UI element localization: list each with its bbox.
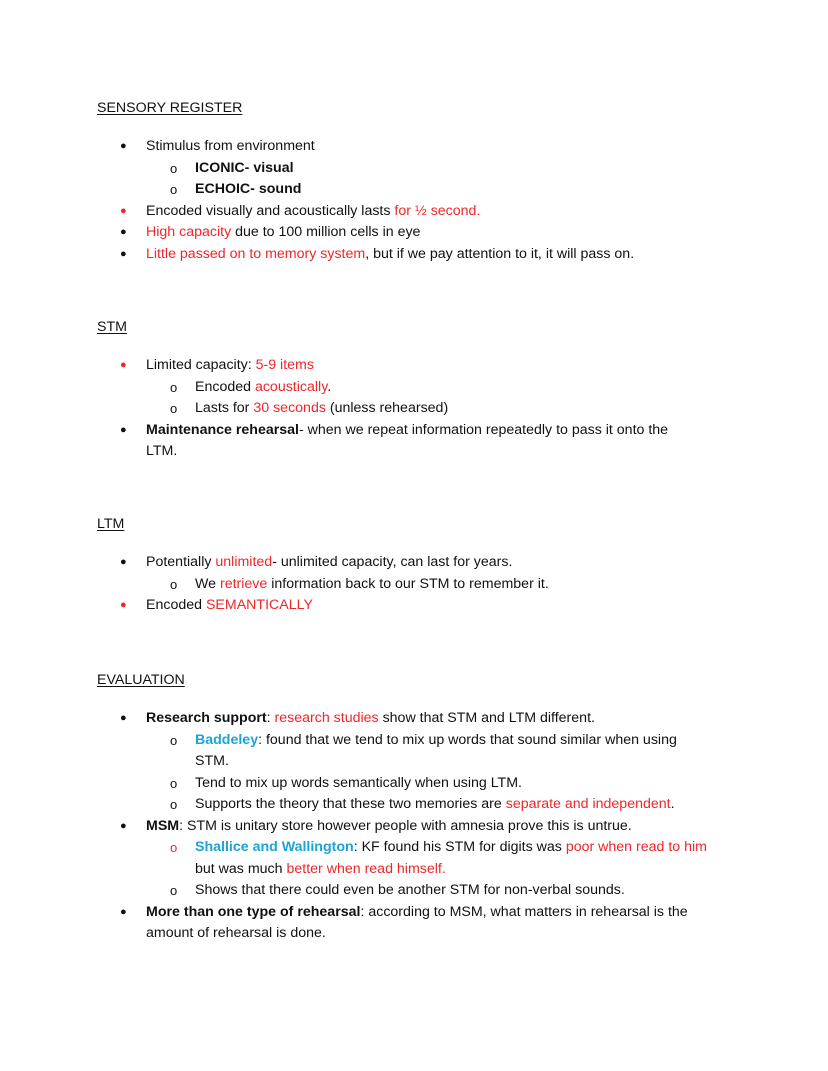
section-evaluation: [97, 670, 757, 945]
bullet-dot-icon: ●: [120, 247, 127, 260]
list-item: [97, 773, 757, 795]
bullet-circle-icon: o: [170, 401, 178, 416]
list-item: [97, 902, 757, 945]
text-run: Encoded: [195, 378, 255, 395]
text-run: :: [266, 710, 275, 726]
bullet-dot-icon: ●: [120, 140, 127, 152]
list-item: [97, 574, 757, 596]
text-run: - when we repeat information repeatedly to pass it onto the: [298, 421, 669, 438]
bullet-dot-icon: ●: [120, 204, 127, 217]
bullet-list: [97, 355, 757, 463]
text-run: better when read himself.: [286, 860, 446, 877]
text-run: : according to MSM, what matters in rehearsal is the: [360, 903, 688, 920]
text-run: but was much: [195, 860, 287, 877]
text-run: 30 seconds: [253, 400, 326, 416]
text-run: amount of rehearsal is done.: [146, 925, 326, 941]
bullet-circle-icon: o: [170, 775, 178, 791]
bullet-circle-icon: o: [170, 576, 178, 592]
list-item: [97, 136, 757, 158]
bullet-dot-icon: ●: [120, 599, 127, 611]
text-run: ICONIC- visual: [195, 159, 294, 176]
text-run: Encoded visually and acoustically lasts: [146, 202, 395, 219]
text-run: separate and independent: [505, 796, 671, 812]
bullet-dot-icon: ●: [120, 226, 127, 238]
text-run: for ½ second.: [394, 202, 481, 219]
text-run: Research support: [146, 710, 267, 726]
list-item: [97, 158, 757, 180]
text-run: (unless rehearsed): [325, 400, 449, 416]
text-run: Encoded: [146, 597, 206, 613]
list-item: [97, 837, 757, 880]
list-item: [97, 880, 757, 902]
text-run: retrieve: [219, 575, 268, 592]
text-run: Baddeley: [195, 731, 259, 748]
text-run: Supports the theory that these two memories are: [195, 796, 506, 812]
list-item: [97, 179, 757, 201]
text-run: due to 100 million cells in eye: [231, 224, 421, 240]
text-run: Shallice and Wallington: [195, 839, 354, 855]
bullet-list: [97, 136, 757, 265]
text-run: We: [195, 575, 220, 592]
list-item: [97, 708, 757, 730]
section-ltm: [97, 514, 757, 617]
text-run: : KF found his STM for digits was: [353, 839, 566, 855]
list-item: [97, 201, 757, 223]
bullet-dot-icon: ●: [120, 423, 127, 436]
bullet-dot-icon: ●: [120, 359, 127, 371]
bullet-circle-icon: o: [170, 182, 178, 197]
bullet-circle-icon: o: [170, 883, 178, 898]
text-run: .: [670, 796, 675, 812]
bullet-circle-icon: o: [170, 732, 178, 748]
text-run: acoustically: [254, 378, 328, 395]
list-item: [97, 552, 757, 574]
text-run: Potentially: [146, 554, 216, 570]
list-item: [97, 816, 757, 838]
list-item: [97, 244, 757, 266]
bullet-list: [97, 708, 757, 945]
text-run: STM.: [195, 753, 229, 769]
bullet-dot-icon: ●: [120, 556, 127, 568]
list-item: [97, 730, 757, 773]
text-run: poor when read to him: [565, 839, 707, 855]
text-run: Maintenance rehearsal: [146, 421, 299, 438]
section-heading: STM: [97, 319, 127, 335]
text-run: show that STM and LTM different.: [378, 710, 595, 726]
text-run: , but if we pay attention to it, it will pass on.: [365, 245, 635, 262]
list-item: [97, 794, 757, 816]
bullet-list: [97, 552, 757, 617]
list-item: [97, 420, 757, 463]
section-heading: EVALUATION: [97, 672, 185, 688]
text-run: : found that we tend to mix up words that sound similar when using: [258, 731, 677, 748]
text-run: More than one type of rehearsal: [146, 903, 361, 920]
text-run: Little passed on to memory system: [146, 245, 366, 262]
text-run: SEMANTICALLY: [205, 597, 313, 613]
text-run: .: [327, 378, 332, 395]
section-heading: LTM: [97, 516, 125, 532]
text-run: 5-9 items: [255, 357, 314, 373]
list-item: [97, 398, 757, 420]
text-run: : STM is unitary store however people with amnesia prove this is untrue.: [179, 817, 632, 834]
text-run: Stimulus from environment: [146, 138, 315, 154]
text-run: information back to our STM to remember it.: [267, 575, 549, 592]
text-run: unlimited: [215, 554, 273, 570]
text-run: research studies: [274, 710, 379, 726]
section-stm: [97, 317, 757, 463]
bullet-circle-icon: o: [170, 160, 178, 176]
bullet-circle-icon: o: [170, 797, 178, 812]
bullet-dot-icon: ●: [120, 905, 127, 918]
bullet-circle-icon: o: [170, 840, 178, 855]
text-run: Shows that there could even be another STM for non-verbal sounds.: [195, 882, 625, 898]
bullet-dot-icon: ●: [120, 819, 127, 832]
bullet-dot-icon: ●: [120, 712, 127, 724]
section-sensory-register: [97, 98, 757, 265]
list-item: [97, 377, 757, 399]
section-heading: SENSORY REGISTER: [97, 100, 243, 116]
text-run: LTM.: [146, 443, 178, 459]
list-item: [97, 595, 757, 617]
text-run: Lasts for: [195, 400, 254, 416]
text-run: High capacity: [146, 224, 232, 240]
text-run: MSM: [146, 817, 180, 834]
bullet-circle-icon: o: [170, 379, 178, 395]
list-item: [97, 222, 757, 244]
text-run: - unlimited capacity, can last for years.: [272, 554, 513, 570]
text-run: Limited capacity:: [146, 357, 256, 373]
list-item: [97, 355, 757, 377]
text-run: Tend to mix up words semantically when using LTM.: [195, 774, 522, 791]
text-run: ECHOIC- sound: [195, 181, 302, 197]
